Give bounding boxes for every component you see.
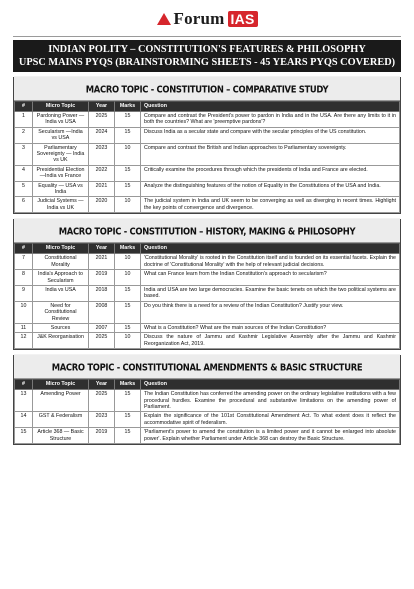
column-header-topic: Micro Topic [33,243,89,254]
cell-question: Discuss the nature of Jammu and Kashmir Legislative Assembly after the Jammu and Kashmir Reorganization Act, 2019. [141,333,400,349]
logo-triangle-icon [157,13,171,25]
title-banner [13,40,401,72]
cell-marks: 15 [115,127,141,143]
cell-question: Explain the significance of the 101st Constitutional Amendment Act. To what extent does it reflect the accommodative spirit of federalism. [141,412,400,428]
section-title: MACRO TOPIC - CONSTITUTION – COMPARATIVE STUDY [14,76,400,101]
cell-topic: Need for Constitutional Review [33,301,89,323]
cell-topic: Judicial Systems —India vs UK [33,197,89,213]
column-header-year: Year [89,243,115,254]
banner-line-1: INDIAN POLITY – CONSTITUTION'S FEATURES & PHILOSOPHY [48,44,366,55]
column-header-question: Question [141,379,400,390]
cell-year: 2023 [89,143,115,165]
brand-header [0,4,414,34]
cell-year: 2022 [89,165,115,181]
cell-topic: Sources [33,323,89,332]
pyq-table [14,100,400,213]
column-header-question: Question [141,101,400,112]
cell-num: 7 [15,254,33,270]
cell-num: 2 [15,127,33,143]
cell-year: 2018 [89,285,115,301]
cell-topic: J&K Reorganisation [33,333,89,349]
cell-question: Do you think there is a need for a review of the Indian Constitution? Justify your view. [141,301,400,323]
cell-question: Analyze the distinguishing features of the notion of Equality in the Constitutions of the USA and India. [141,181,400,197]
column-header-num: # [15,101,33,112]
cell-num: 8 [15,270,33,286]
column-header-marks: Marks [115,243,141,254]
cell-num: 13 [15,390,33,412]
table-row [15,285,400,301]
cell-marks: 15 [115,301,141,323]
cell-marks: 10 [115,197,141,213]
column-header-topic: Micro Topic [33,379,89,390]
cell-question: What is a Constitution? What are the main sources of the Indian Constitution? [141,323,400,332]
table-row [15,254,400,270]
cell-question: The judicial system in India and UK seem to be converging as well as diverging in recent times. Highlight the key points of convergence and divergence. [141,197,400,213]
cell-marks: 15 [115,390,141,412]
cell-topic: Parliamentary Sovereignty — India vs UK [33,143,89,165]
cell-marks: 15 [115,112,141,128]
brand-name: Forum [173,9,225,28]
cell-year: 2023 [89,412,115,428]
cell-marks: 15 [115,285,141,301]
table-row [15,270,400,286]
cell-year: 2021 [89,254,115,270]
pyq-table [14,242,400,349]
table-row [15,112,400,128]
table-row [15,181,400,197]
column-header-year: Year [89,379,115,390]
cell-year: 2008 [89,301,115,323]
cell-num: 3 [15,143,33,165]
macro-topic-section [13,355,401,445]
cell-question: Discuss India as a secular state and compare with the secular principles of the US constitution. [141,127,400,143]
column-header-question: Question [141,243,400,254]
table-header-row [15,379,400,390]
cell-topic: Pardoning Power —India vs USA [33,112,89,128]
cell-num: 4 [15,165,33,181]
column-header-marks: Marks [115,379,141,390]
pyq-table [14,378,400,444]
table-header-row [15,243,400,254]
cell-year: 2019 [89,428,115,444]
cell-question: 'Constitutional Morality' is rooted in the Constitution itself and is founded on its essential facets. Explain the doctrine of 'Constitutional Morality' with the help of relevant judicial decisions. [141,254,400,270]
cell-question: Compare and contrast the British and Indian approaches to Parliamentary sovereignty. [141,143,400,165]
cell-year: 2020 [89,197,115,213]
section-title: MACRO TOPIC - CONSTITUTION – HISTORY, MAKING & PHILOSOPHY [14,219,400,244]
cell-year: 2025 [89,333,115,349]
table-row [15,428,400,444]
brand-logo [157,9,258,29]
column-header-num: # [15,243,33,254]
banner-line-2: UPSC MAINS PYQS (BRAINSTORMING SHEETS - 45 YEARS PYQS COVERED) [18,57,396,68]
table-row [15,390,400,412]
cell-marks: 15 [115,412,141,428]
cell-topic: Constitutional Morality [33,254,89,270]
cell-marks: 15 [115,428,141,444]
table-row [15,127,400,143]
cell-num: 1 [15,112,33,128]
cell-marks: 10 [115,270,141,286]
cell-num: 14 [15,412,33,428]
macro-topic-section [13,219,401,350]
cell-num: 15 [15,428,33,444]
cell-question: Compare and contrast the President's power to pardon in India and in the USA. Are there any limits to it in both the countries? What are 'preemptive pardons'? [141,112,400,128]
table-row [15,197,400,213]
cell-num: 10 [15,301,33,323]
table-row [15,323,400,332]
cell-question: 'Parliament's power to amend the constitution is a limited power and it cannot be enlarged into absolute power'. Explain whether Parliament under Article 368 can destroy the Basic Structure. [141,428,400,444]
cell-topic: Article 368 — Basic Structure [33,428,89,444]
cell-topic: Equality — USA vs India [33,181,89,197]
cell-question: What can France learn from the Indian Constitution's approach to secularism? [141,270,400,286]
cell-num: 11 [15,323,33,332]
cell-marks: 10 [115,254,141,270]
cell-year: 2024 [89,127,115,143]
table-row [15,412,400,428]
column-header-num: # [15,379,33,390]
table-row [15,333,400,349]
table-row [15,143,400,165]
cell-year: 2025 [89,112,115,128]
cell-topic: GST & Federalism [33,412,89,428]
cell-question: The Indian Constitution has conferred the amending power on the ordinary legislative institutions with a few procedural hurdles. Examine the procedural and substantive limitations on the amending power of Parliament. [141,390,400,412]
cell-num: 5 [15,181,33,197]
cell-question: Critically examine the procedures through which the presidents of India and France are elected. [141,165,400,181]
cell-topic: India's Approach to Secularism [33,270,89,286]
cell-year: 2021 [89,181,115,197]
header-divider [13,36,401,37]
sections-container [0,77,414,445]
cell-num: 9 [15,285,33,301]
cell-topic: Secularism —India vs USA [33,127,89,143]
cell-topic: Presidential Election —India vs France [33,165,89,181]
cell-year: 2019 [89,270,115,286]
cell-year: 2025 [89,390,115,412]
cell-year: 2007 [89,323,115,332]
cell-num: 6 [15,197,33,213]
cell-topic: Amending Power [33,390,89,412]
column-header-year: Year [89,101,115,112]
cell-marks: 15 [115,181,141,197]
table-row [15,165,400,181]
section-title: MACRO TOPIC - CONSTITUTIONAL AMENDMENTS & BASIC STRUCTURE [14,355,400,380]
cell-num: 12 [15,333,33,349]
cell-marks: 10 [115,143,141,165]
table-row [15,301,400,323]
cell-marks: 15 [115,323,141,332]
column-header-marks: Marks [115,101,141,112]
column-header-topic: Micro Topic [33,101,89,112]
cell-topic: India vs USA [33,285,89,301]
brand-suffix: IAS [228,11,258,27]
cell-marks: 15 [115,165,141,181]
macro-topic-section [13,77,401,214]
table-header-row [15,101,400,112]
cell-question: India and USA are two large democracies. Examine the basic tenets on which the two political systems are based. [141,285,400,301]
cell-marks: 10 [115,333,141,349]
